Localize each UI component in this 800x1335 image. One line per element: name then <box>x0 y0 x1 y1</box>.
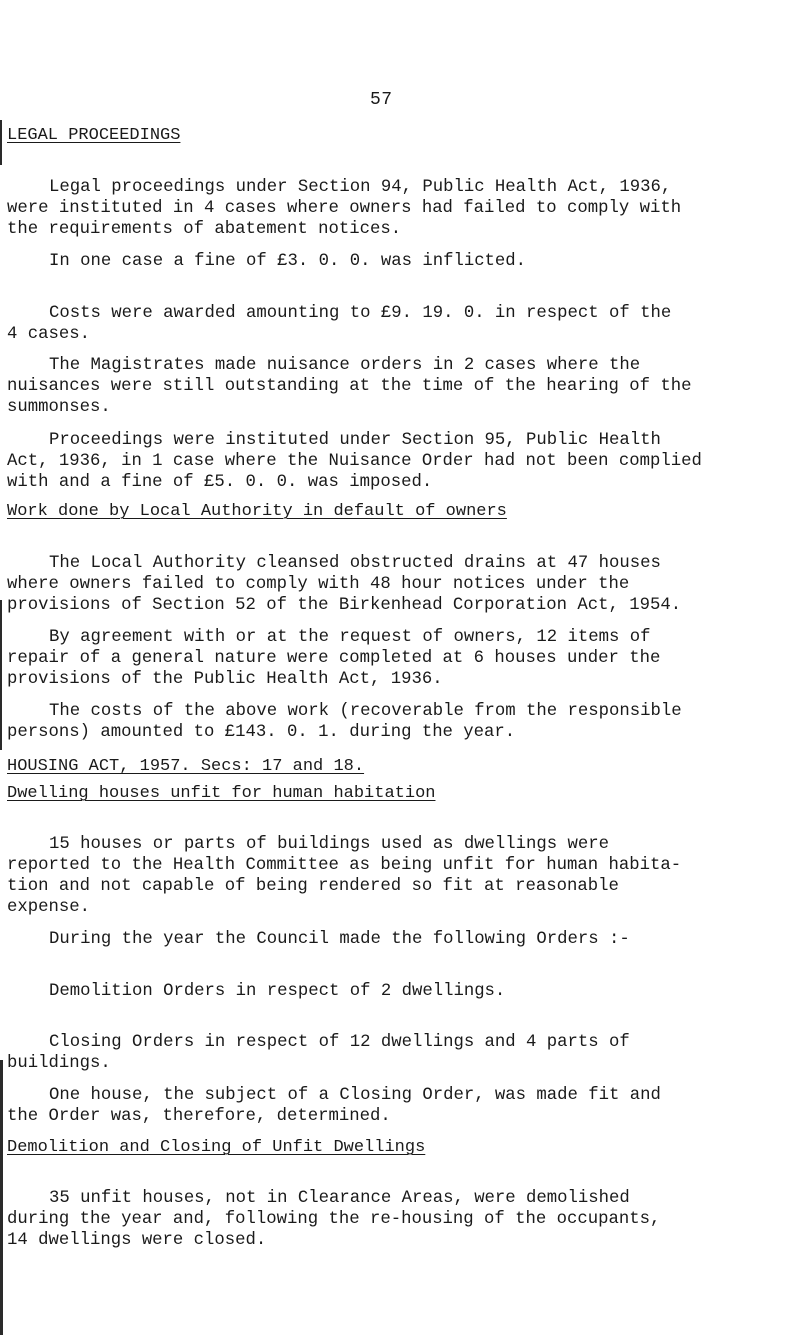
text-line: By agreement with or at the request of owners, 12 items of <box>49 628 651 647</box>
text-line: Closing Orders in respect of 12 dwellings and 4 parts of <box>49 1033 630 1052</box>
text-line: In one case a fine of £3. 0. 0. was inflicted. <box>49 252 527 271</box>
text-line: persons) amounted to £143. 0. 1. during the year. <box>7 723 516 742</box>
text-line: the Order was, therefore, determined. <box>7 1107 391 1126</box>
text-line: One house, the subject of a Closing Order, was made fit and <box>49 1086 661 1105</box>
text-line: expense. <box>7 898 90 917</box>
scan-edge-mark <box>0 120 2 165</box>
text-line: The Magistrates made nuisance orders in 2 cases where the <box>49 356 641 375</box>
paragraph <box>7 627 797 690</box>
text-line: Proceedings were instituted under Section 95, Public Health <box>49 431 661 450</box>
text-line: Costs were awarded amounting to £9. 19. 0. in respect of the <box>49 304 672 323</box>
paragraph <box>7 303 797 345</box>
paragraph <box>7 834 797 918</box>
paragraph <box>7 251 797 272</box>
paragraph <box>7 701 797 743</box>
scan-edge-mark <box>0 1060 3 1335</box>
text-line: tion and not capable of being rendered so fit at reasonable <box>7 877 619 896</box>
text-line: provisions of Section 52 of the Birkenhead Corporation Act, 1954. <box>7 596 682 615</box>
text-line: during the year and, following the re-housing of the occupants, <box>7 1210 661 1229</box>
text-line: Act, 1936, in 1 case where the Nuisance Order had not been complied <box>7 452 702 471</box>
section-heading-legal-proceedings: LEGAL PROCEEDINGS <box>7 126 181 145</box>
paragraph <box>7 355 797 418</box>
paragraph <box>7 430 797 493</box>
section-heading-housing-act: HOUSING ACT, 1957. Secs: 17 and 18. <box>7 757 365 776</box>
section-subheading-unfit-dwellings: Dwelling houses unfit for human habitation <box>7 784 436 803</box>
text-line: Legal proceedings under Section 94, Public Health Act, 1936, <box>49 178 672 197</box>
text-line: the requirements of abatement notices. <box>7 220 402 239</box>
page-number: 57 <box>370 90 393 110</box>
text-line: where owners failed to comply with 48 hour notices under the <box>7 575 630 594</box>
text-line: provisions of the Public Health Act, 1936. <box>7 670 443 689</box>
paragraph <box>7 981 797 1002</box>
text-line: 4 cases. <box>7 325 90 344</box>
text-line: nuisances were still outstanding at the time of the hearing of the <box>7 377 692 396</box>
paragraph <box>7 1188 797 1251</box>
text-line: 15 houses or parts of buildings used as dwellings were <box>49 835 610 854</box>
text-line: summonses. <box>7 398 111 417</box>
scan-edge-mark <box>0 600 2 750</box>
text-line: repair of a general nature were completed at 6 houses under the <box>7 649 661 668</box>
text-line: were instituted in 4 cases where owners had failed to comply with <box>7 199 682 218</box>
section-heading-demolition-closing: Demolition and Closing of Unfit Dwellings <box>7 1138 426 1157</box>
paragraph <box>7 1085 797 1127</box>
text-line: reported to the Health Committee as being unfit for human habita- <box>7 856 682 875</box>
text-line: with and a fine of £5. 0. 0. was imposed. <box>7 473 433 492</box>
paragraph <box>7 177 797 240</box>
text-line: Demolition Orders in respect of 2 dwellings. <box>49 982 506 1001</box>
text-line: 35 unfit houses, not in Clearance Areas, were demolished <box>49 1189 630 1208</box>
text-line: During the year the Council made the following Orders :- <box>49 930 630 949</box>
paragraph <box>7 1032 797 1074</box>
paragraph <box>7 553 797 616</box>
text-line: buildings. <box>7 1054 111 1073</box>
text-line: 14 dwellings were closed. <box>7 1231 267 1250</box>
section-heading-work-done: Work done by Local Authority in default of owners <box>7 502 507 521</box>
paragraph <box>7 929 797 950</box>
text-line: The Local Authority cleansed obstructed drains at 47 houses <box>49 554 661 573</box>
text-line: The costs of the above work (recoverable from the responsible <box>49 702 682 721</box>
